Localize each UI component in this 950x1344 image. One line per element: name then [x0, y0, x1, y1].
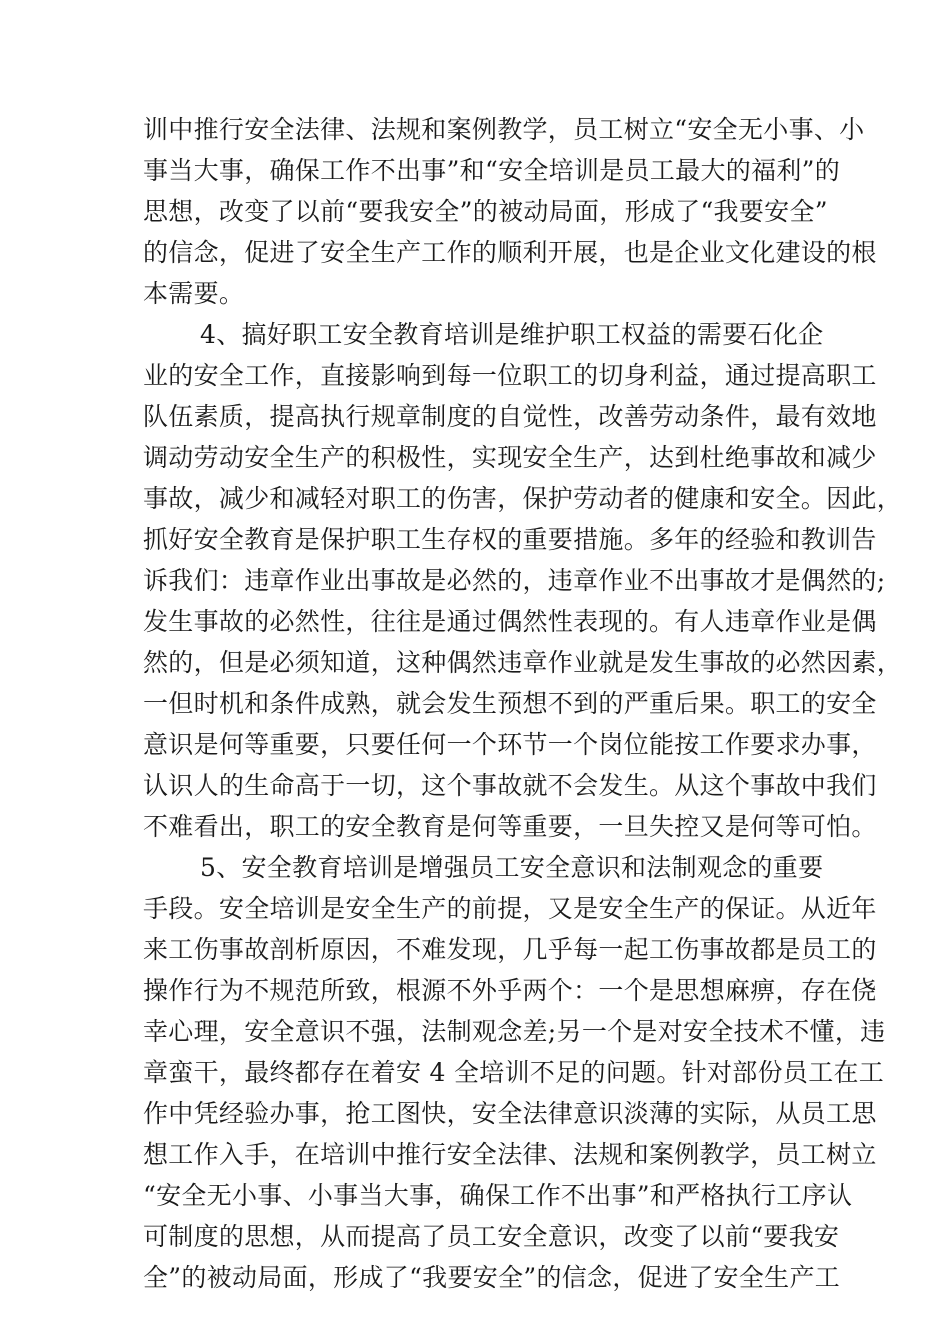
text-line: 发生事故的必然性，往往是通过偶然性表现的。有人违章作业是偶: [143, 607, 877, 636]
text-line: 业的安全工作，直接影响到每一位职工的切身利益，通过提高职工: [143, 361, 877, 390]
text-line: 一但时机和条件成熟，就会发生预想不到的严重后果。职工的安全: [143, 689, 877, 718]
text-line: 事故，减少和减轻对职工的伤害，保护劳动者的健康和安全。因此，: [143, 484, 903, 513]
text-line: 操作行为不规范所致，根源不外乎两个：一个是思想麻痹，存在侥: [143, 976, 877, 1005]
text-line: 调动劳动安全生产的积极性，实现安全生产，达到杜绝事故和减少: [143, 443, 877, 472]
text-line: 队伍素质，提高执行规章制度的自觉性，改善劳动条件，最有效地: [143, 402, 877, 431]
text-line: 意识是何等重要，只要任何一个环节一个岗位能按工作要求办事，: [143, 730, 877, 759]
text-line: “安全无小事、小事当大事，确保工作不出事”和严格执行工序认: [143, 1181, 853, 1210]
text-line: 抓好安全教育是保护职工生存权的重要措施。多年的经验和教训告: [143, 525, 877, 554]
text-line: 本需要。: [143, 279, 245, 308]
text-line: 全”的被动局面，形成了“我要安全”的信念，促进了安全生产工: [143, 1263, 841, 1292]
text-line: 可制度的思想，从而提高了员工安全意识，改变了以前“要我安: [143, 1222, 840, 1251]
paragraph-5-first-line: 5、安全教育培训是增强员工安全意识和法制观念的重要: [200, 853, 824, 882]
text-line: 训中推行安全法律、法规和案例教学，员工树立“安全无小事、小: [143, 115, 865, 144]
text-line: 想工作入手，在培训中推行安全法律、法规和案例教学，员工树立: [143, 1140, 877, 1169]
text-line: 不难看出，职工的安全教育是何等重要，一旦失控又是何等可怕。: [143, 812, 877, 841]
text-line: 幸心理，安全意识不强，法制观念差;另一个是对安全技术不懂，违: [143, 1017, 886, 1046]
text-line: 然的，但是必须知道，这种偶然违章作业就是发生事故的必然因素，: [143, 648, 903, 677]
text-line: 章蛮干，最终都存在着安 4 全培训不足的问题。针对部份员工在工: [143, 1058, 885, 1087]
text-line: 认识人的生命高于一切，这个事故就不会发生。从这个事故中我们: [143, 771, 877, 800]
paragraph-4-first-line: 4、搞好职工安全教育培训是维护职工权益的需要石化企: [200, 320, 824, 349]
text-line: 来工伤事故剖析原因，不难发现，几乎每一起工伤事故都是员工的: [143, 935, 877, 964]
text-line: 思想，改变了以前“要我安全”的被动局面，形成了“我要安全”: [143, 197, 828, 226]
text-line: 的信念，促进了安全生产工作的顺利开展，也是企业文化建设的根: [143, 238, 877, 267]
text-line: 事当大事，确保工作不出事”和“安全培训是员工最大的福利”的: [143, 156, 841, 185]
text-line: 作中凭经验办事，抢工图快，安全法律意识淡薄的实际，从员工思: [143, 1099, 877, 1128]
text-line: 手段。安全培训是安全生产的前提，又是安全生产的保证。从近年: [143, 894, 877, 923]
text-line: 诉我们：违章作业出事故是必然的，违章作业不出事故才是偶然的;: [143, 566, 886, 595]
